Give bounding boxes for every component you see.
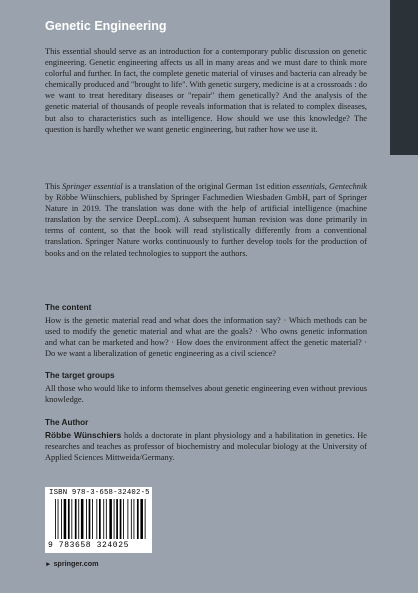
- spine-color-band: [390, 0, 418, 155]
- author-bio: holds a doctorate in plant physiology and a habilitation in genetics. He researches and teaches as professor of biochemistry and molecular biology at the University of Applied Sciences Mittweida/Germany.: [45, 431, 367, 463]
- target-groups-heading: The target groups: [45, 371, 115, 380]
- author-name: Röbbe Wünschiers: [45, 430, 122, 440]
- intro-paragraph: This essential should serve as an introduction for a contemporary public discussion on genetic engineering. Genetic engineering affects us all in many areas and we must dare to think more colorful and further. In fact, the complete genetic material of viruses and bacteria can already be chemically produced and "brought to life". With genetic surgery, medicine is at a crossroads : do we want to treat hereditary diseases or "repair" them genetically? And the analysis of the genetic material of thousands of people reveals information that is related to complex diseases, but also to characteristics such as intelligence. How should we use this knowledge? The question is hardly whether we want genetic engineering, but rather how we use it.: [45, 47, 367, 134]
- book-title: Genetic Engineering: [45, 19, 167, 33]
- content-paragraph: How is the genetic material read and what does the information say? · Which methods can be used to modify the genetic material and what are the goals? · Who owns genetic information and what can be marketed and how? · How does the environment affect the genetic material? · Do we want a liberalization of genetic engineering as a civil science?: [45, 316, 367, 359]
- translation-rest: by Röbbe Wünschiers, published by Springer Fachmedien Wiesbaden GmbH, part of Springer Nature in 2019. The translation was done with the help of artificial intelligence (machine translation by the service DeepL.com). A subsequent human revision was done primarily in terms of content, so that the book will read stylistically differently from a conventional translation. Springer Nature works continuously to further develop tools for the production of books and on the related technologies to support the authors.: [45, 193, 367, 258]
- author-heading: The Author: [45, 418, 89, 427]
- content-heading: The content: [45, 303, 92, 312]
- publisher-url-text: springer.com: [53, 559, 99, 568]
- target-groups-paragraph: All those who would like to inform themselves about genetic engineering even without previous knowledge.: [45, 384, 367, 405]
- barcode-bars: [55, 499, 147, 539]
- barcode-block: [45, 487, 152, 553]
- translation-middle: is a translation of the original German 1st edition: [122, 182, 293, 191]
- series-name: Springer essential: [62, 182, 123, 191]
- translation-lead: This: [45, 182, 63, 191]
- arrow-right-icon: ►: [45, 561, 52, 568]
- translation-paragraph: [45, 181, 367, 259]
- isbn-label: ISBN 978-3-658-32402-5: [49, 489, 150, 497]
- ean-digits: 9 783658 324025: [48, 541, 130, 550]
- original-title: essentials, Gentechnik: [292, 182, 367, 191]
- publisher-url: [45, 559, 99, 568]
- author-paragraph: [45, 430, 367, 463]
